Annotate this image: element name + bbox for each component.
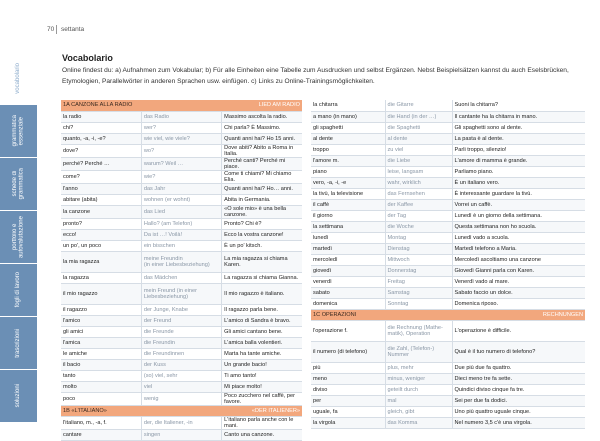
- table-row: [311, 144, 585, 155]
- table-row: [311, 155, 585, 166]
- german-translation: wer?: [141, 122, 221, 133]
- italian-term: la settimana: [311, 221, 385, 232]
- italian-term: l'amore m.: [311, 155, 385, 166]
- italian-term: la tivù, la televisione: [311, 188, 385, 199]
- example-sentence: Chi parla? È Massimo.: [222, 122, 302, 133]
- italian-term: per: [311, 395, 385, 406]
- italian-term: il ragazzo: [61, 304, 141, 315]
- section-heading: 1B «L'ITALIANO»: [61, 405, 222, 416]
- running-title: settanta: [61, 26, 85, 33]
- table-row: [311, 254, 585, 265]
- example-sentence: Gli amici cantano bene.: [222, 326, 302, 337]
- italian-term: martedì: [311, 243, 385, 254]
- intro-text: Online findest du: a) Aufnahmen zum Vokabular; b) Für alle Einheiten eine Tabelle zum Ausdrucken und selbst Ergänzen. Nebst Beispielsätzen kannst du auch Eselsbrücken, Etymologien, Parallelwörter in anderen Sprachen usw. einfügen. c) Links zu Online-Trainingsmöglichkeiten.: [62, 67, 569, 85]
- example-sentence: Il ragazzo parla bene.: [222, 304, 302, 315]
- german-translation: mal: [385, 395, 452, 406]
- side-tab-label: schede di grammatica: [12, 168, 25, 200]
- table-row: [61, 218, 302, 229]
- example-sentence: Domenica riposo.: [452, 298, 585, 309]
- table-row: [61, 392, 302, 405]
- example-sentence: Vorrei un caffè.: [452, 199, 585, 210]
- table-row: [61, 304, 302, 315]
- example-sentence: Quanti anni hai? Ho 15 anni.: [222, 133, 302, 144]
- example-sentence: Dove abiti? Abito a Roma in Italia.: [222, 144, 302, 157]
- german-translation: die Freunde: [141, 326, 221, 337]
- table-row: [61, 194, 302, 205]
- italian-term: l'italiano, m., -a, f.: [61, 416, 141, 429]
- table-row: [61, 240, 302, 251]
- example-sentence: Un grande bacio!: [222, 359, 302, 370]
- example-sentence: Uno più quattro uguale cinque.: [452, 406, 585, 417]
- section-heading: 1C OPERAZIONI: [311, 309, 452, 320]
- italian-term: il mio ragazzo: [61, 283, 141, 304]
- italian-term: giovedì: [311, 265, 385, 276]
- italian-term: uguale, fa: [311, 406, 385, 417]
- german-translation: geteilt durch: [385, 384, 452, 395]
- german-translation: die Freundinnen: [141, 348, 221, 359]
- table-row: [61, 111, 302, 122]
- table-row: [61, 205, 302, 218]
- example-sentence: Lunedì vado a scuola.: [452, 232, 585, 243]
- table-row: [311, 210, 585, 221]
- german-translation: ein bisschen: [141, 240, 221, 251]
- german-translation: plus, mehr: [385, 362, 452, 373]
- side-tab-label: portfolio e autovalutazione: [12, 215, 25, 259]
- table-row: [61, 326, 302, 337]
- german-translation: die Liebe: [385, 155, 452, 166]
- german-translation: der Kuss: [141, 359, 221, 370]
- table-row: [311, 384, 585, 395]
- example-sentence: Qual è il tuo numero di telefono?: [452, 341, 585, 362]
- table-row: [311, 395, 585, 406]
- example-sentence: L'italiano parla anche con le mani.: [222, 416, 302, 429]
- italian-term: più: [311, 362, 385, 373]
- german-translation: das Komma: [385, 417, 452, 428]
- german-translation: der Junge, Knabe: [141, 304, 221, 315]
- german-translation: meine Freundin (in einer Liebesbeziehung): [141, 251, 221, 272]
- table-row: [311, 276, 585, 287]
- section-title: Vocabolario: [62, 53, 113, 63]
- german-translation: das Fernsehen: [385, 188, 452, 199]
- table-row: [61, 133, 302, 144]
- example-sentence: Sabato faccio un dolce.: [452, 287, 585, 298]
- german-translation: wie?: [141, 170, 221, 183]
- example-sentence: Gli spaghetti sono al dente.: [452, 122, 585, 133]
- example-sentence: Il cantante ha la chitarra in mano.: [452, 111, 585, 122]
- table-row: [61, 348, 302, 359]
- side-tab-label: grammatica essenziale: [12, 115, 25, 147]
- example-sentence: Marta ha tante amiche.: [222, 348, 302, 359]
- italian-term: le amiche: [61, 348, 141, 359]
- example-sentence: Mercoledì ascoltiamo una canzone: [452, 254, 585, 265]
- italian-term: mercoledì: [311, 254, 385, 265]
- german-translation: Freitag: [385, 276, 452, 287]
- example-sentence: «O sole mio» è una bella canzone.: [222, 205, 302, 218]
- german-translation: wo?: [141, 144, 221, 157]
- italian-term: sabato: [311, 287, 385, 298]
- vocab-table-left: [61, 100, 302, 441]
- table-row: [311, 243, 585, 254]
- german-translation: die Freundin: [141, 337, 221, 348]
- example-sentence: Il mio ragazzo è italiano.: [222, 283, 302, 304]
- italian-term: a mano (in mano): [311, 111, 385, 122]
- table-row: [311, 362, 585, 373]
- table-row: [61, 337, 302, 348]
- example-sentence: Canto una canzone.: [222, 429, 302, 440]
- page-number: 70: [47, 26, 55, 33]
- side-tab-label: fogli di lavoro: [15, 272, 22, 308]
- german-translation: mein Freund (in einer Liebesbeziehung): [141, 283, 221, 304]
- german-translation: Mittwoch: [385, 254, 452, 265]
- german-translation: wahr, wirklich: [385, 177, 452, 188]
- italian-term: molto: [61, 381, 141, 392]
- italian-term: al dente: [311, 133, 385, 144]
- example-sentence: Dieci meno tre fa sette.: [452, 373, 585, 384]
- german-translation: das Jahr: [141, 183, 221, 194]
- table-row: [61, 370, 302, 381]
- side-tab[interactable]: [0, 317, 37, 370]
- german-translation: der Tag: [385, 210, 452, 221]
- italian-term: il bacio: [61, 359, 141, 370]
- german-translation: Sonntag: [385, 298, 452, 309]
- header-divider: [56, 25, 57, 34]
- german-translation: leise, langsam: [385, 166, 452, 177]
- italian-term: meno: [311, 373, 385, 384]
- german-translation: der Kaffee: [385, 199, 452, 210]
- section-translation: RECHNUNGEN: [452, 309, 585, 320]
- example-sentence: È interessante guardare la tivù.: [452, 188, 585, 199]
- example-sentence: La mia ragazza si chiama Karen.: [222, 251, 302, 272]
- italian-term: un po', un poco: [61, 240, 141, 251]
- italian-term: il caffè: [311, 199, 385, 210]
- italian-term: la virgola: [311, 417, 385, 428]
- german-translation: Montag: [385, 232, 452, 243]
- italian-term: quanto, -a, -i, -e?: [61, 133, 141, 144]
- table-row: [311, 133, 585, 144]
- german-translation: der, die Italiener, -in: [141, 416, 221, 429]
- table-row: [61, 359, 302, 370]
- example-sentence: Giovedì Gianni parla con Karen.: [452, 265, 585, 276]
- italian-term: il numero (di telefono): [311, 341, 385, 362]
- example-sentence: Parliamo piano.: [452, 166, 585, 177]
- italian-term: pronto?: [61, 218, 141, 229]
- italian-term: perché? Perché …: [61, 157, 141, 170]
- side-tab-label: trascrizioni: [15, 328, 22, 358]
- italian-term: l'anno: [61, 183, 141, 194]
- side-tab[interactable]: [0, 211, 37, 264]
- table-row: [61, 381, 302, 392]
- german-translation: die Rechnung (Mathe- matik), Operation: [385, 320, 452, 341]
- italian-term: la mia ragazza: [61, 251, 141, 272]
- german-translation: Dienstag: [385, 243, 452, 254]
- italian-term: come?: [61, 170, 141, 183]
- side-tab[interactable]: [0, 264, 37, 317]
- italian-term: venerdì: [311, 276, 385, 287]
- italian-term: lunedì: [311, 232, 385, 243]
- example-sentence: Abita in Germania.: [222, 194, 302, 205]
- example-sentence: È un po' kitsch.: [222, 240, 302, 251]
- german-translation: das Lied: [141, 205, 221, 218]
- example-sentence: Sei per due fa dodici.: [452, 395, 585, 406]
- example-sentence: Quindici diviso cinque fa tre.: [452, 384, 585, 395]
- example-sentence: L'amore di mamma è grande.: [452, 155, 585, 166]
- table-row: [61, 229, 302, 240]
- german-translation: Donnerstag: [385, 265, 452, 276]
- italian-term: diviso: [311, 384, 385, 395]
- table-section-header: [61, 405, 302, 416]
- side-tab[interactable]: [0, 52, 37, 105]
- table-row: [311, 100, 585, 111]
- italian-term: gli spaghetti: [311, 122, 385, 133]
- german-translation: minus, weniger: [385, 373, 452, 384]
- german-translation: die Hand (in der …): [385, 111, 452, 122]
- table-row: [61, 315, 302, 326]
- italian-term: gli amici: [61, 326, 141, 337]
- example-sentence: Questa settimana non ho scuola.: [452, 221, 585, 232]
- table-row: [311, 265, 585, 276]
- german-translation: wohnen (er wohnt): [141, 194, 221, 205]
- side-tab-strip: [0, 52, 37, 424]
- table-row: [61, 429, 302, 440]
- italian-term: la radio: [61, 111, 141, 122]
- vocab-table-right: [311, 100, 585, 429]
- table-row: [311, 232, 585, 243]
- italian-term: chi?: [61, 122, 141, 133]
- table-row: [61, 122, 302, 133]
- table-row: [311, 287, 585, 298]
- section-translation: «DER ITALIENER»: [222, 405, 302, 416]
- table-row: [311, 188, 585, 199]
- side-tab[interactable]: [0, 105, 37, 158]
- italian-term: la chitarra: [311, 100, 385, 111]
- italian-term: il giorno: [311, 210, 385, 221]
- table-row: [311, 122, 585, 133]
- german-translation: zu viel: [385, 144, 452, 155]
- italian-term: la ragazza: [61, 272, 141, 283]
- german-translation: gleich, gibt: [385, 406, 452, 417]
- german-translation: der Freund: [141, 315, 221, 326]
- table-row: [311, 166, 585, 177]
- example-sentence: Due più due fa quattro.: [452, 362, 585, 373]
- example-sentence: Parli troppo, silenzio!: [452, 144, 585, 155]
- table-row: [311, 417, 585, 428]
- example-sentence: Pronto? Chi è?: [222, 218, 302, 229]
- example-sentence: È un italiano vero.: [452, 177, 585, 188]
- italian-term: abitare (abita): [61, 194, 141, 205]
- german-translation: Hallo? (am Telefon): [141, 218, 221, 229]
- german-translation: das Mädchen: [141, 272, 221, 283]
- german-translation: die Woche: [385, 221, 452, 232]
- example-sentence: Come ti chiami? Mi chiamo Elia.: [222, 170, 302, 183]
- example-sentence: Martedì telefono a Maria.: [452, 243, 585, 254]
- table-row: [61, 183, 302, 194]
- table-row: [61, 416, 302, 429]
- german-translation: wenig: [141, 392, 221, 405]
- table-row: [311, 298, 585, 309]
- example-sentence: L'amico di Sandra è bravo.: [222, 315, 302, 326]
- german-translation: warum? Weil …: [141, 157, 221, 170]
- table-row: [311, 221, 585, 232]
- table-row: [311, 177, 585, 188]
- italian-term: piano: [311, 166, 385, 177]
- table-row: [61, 251, 302, 272]
- table-row: [311, 373, 585, 384]
- german-translation: (so) viel, sehr: [141, 370, 221, 381]
- table-row: [61, 144, 302, 157]
- example-sentence: Poco zucchero nel caffè, per favore.: [222, 392, 302, 405]
- german-translation: al dente: [385, 133, 452, 144]
- italian-term: domenica: [311, 298, 385, 309]
- side-tab-label: vocabolario: [15, 62, 22, 94]
- italian-term: cantare: [61, 429, 141, 440]
- example-sentence: La pasta è al dente.: [452, 133, 585, 144]
- table-row: [311, 341, 585, 362]
- italian-term: troppo: [311, 144, 385, 155]
- table-row: [61, 157, 302, 170]
- side-tab-label: soluzioni: [15, 384, 22, 408]
- example-sentence: Ecco la vostra canzone!: [222, 229, 302, 240]
- table-section-header: [311, 309, 585, 320]
- italian-term: vero, -a, -i, -e: [311, 177, 385, 188]
- table-row: [311, 199, 585, 210]
- example-sentence: L'operazione è difficile.: [452, 320, 585, 341]
- table-row: [61, 283, 302, 304]
- table-row: [311, 111, 585, 122]
- italian-term: l'amico: [61, 315, 141, 326]
- german-translation: viel: [141, 381, 221, 392]
- italian-term: ecco!: [61, 229, 141, 240]
- example-sentence: Mi piace molto!: [222, 381, 302, 392]
- italian-term: tanto: [61, 370, 141, 381]
- german-translation: wie viel, wie viele?: [141, 133, 221, 144]
- table-row: [61, 272, 302, 283]
- example-sentence: Venerdì vado al mare.: [452, 276, 585, 287]
- example-sentence: Quanti anni hai? Ho… anni.: [222, 183, 302, 194]
- table-row: [61, 170, 302, 183]
- german-translation: das Radio: [141, 111, 221, 122]
- german-translation: die Zahl, (Telefon-) Nummer: [385, 341, 452, 362]
- example-sentence: Lunedì è un giorno della settimana.: [452, 210, 585, 221]
- italian-term: poco: [61, 392, 141, 405]
- side-tab[interactable]: [0, 158, 37, 211]
- example-sentence: La ragazza si chiama Gianna.: [222, 272, 302, 283]
- italian-term: l'operazione f.: [311, 320, 385, 341]
- example-sentence: Massimo ascolta la radio.: [222, 111, 302, 122]
- german-translation: Samstag: [385, 287, 452, 298]
- example-sentence: Ti amo tanto!: [222, 370, 302, 381]
- italian-term: dove?: [61, 144, 141, 157]
- german-translation: die Spaghetti: [385, 122, 452, 133]
- table-section-header: [61, 100, 302, 111]
- side-tab[interactable]: [0, 370, 37, 423]
- italian-term: l'amica: [61, 337, 141, 348]
- section-heading: 1A CANZONE ALLA RADIO: [61, 100, 222, 111]
- section-translation: LIED AM RADIO: [222, 100, 302, 111]
- example-sentence: Perché canti? Perché mi piace.: [222, 157, 302, 170]
- german-translation: die Gitarre: [385, 100, 452, 111]
- german-translation: Da ist …! Voilà!: [141, 229, 221, 240]
- example-sentence: Nel numero 3,5 c'è una virgola.: [452, 417, 585, 428]
- german-translation: singen: [141, 429, 221, 440]
- table-row: [311, 406, 585, 417]
- example-sentence: L'amica balla volentieri.: [222, 337, 302, 348]
- italian-term: la canzone: [61, 205, 141, 218]
- table-row: [311, 320, 585, 341]
- example-sentence: Suoni la chitarra?: [452, 100, 585, 111]
